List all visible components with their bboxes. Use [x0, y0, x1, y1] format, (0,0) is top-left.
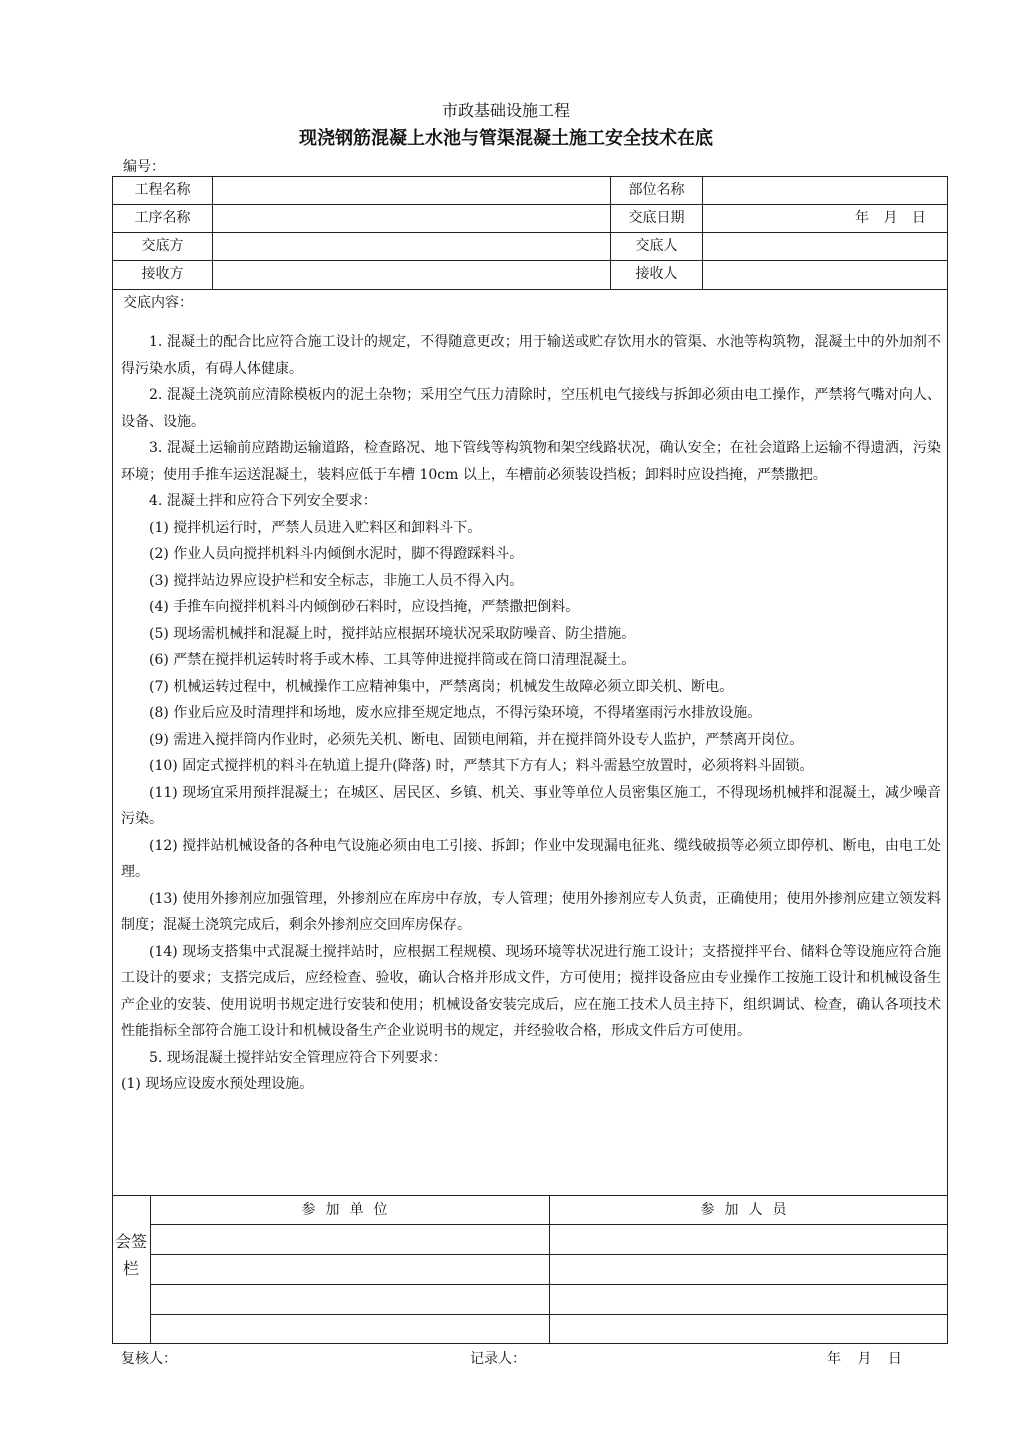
receiving-party-label: 接收方 — [141, 266, 184, 282]
signoff-row-divider — [150, 1314, 948, 1315]
handover-party-field[interactable] — [213, 232, 610, 260]
handover-person-label: 交底人 — [635, 238, 678, 254]
content-paragraph: 4. 混凝土拌和应符合下列安全要求： — [149, 493, 377, 509]
content-paragraph: (10) 固定式搅拌机的料斗在轨道上提升(降落) 时，严禁其下方有人；料斗需悬空放置时，必须将料斗固锁。 — [149, 758, 814, 774]
content-paragraph: (1) 搅拌机运行时，严禁人员进入贮料区和卸料斗下。 — [149, 519, 482, 536]
recorder-label: 记录人： — [470, 1351, 526, 1367]
content-paragraph: 2. 混凝土浇筑前应清除模板内的泥土杂物；采用空气压力清除时，空压机电气接线与拆卸必须由电工操作，严禁将气嘴对向人、设备、设施。 — [121, 387, 941, 430]
content-paragraph: (6) 严禁在搅拌机运转时将手或木棒、工具等伸进搅拌筒或在筒口清理混凝土。 — [149, 652, 636, 668]
footer-date: 年 月 日 — [827, 1351, 902, 1367]
content-paragraph: (8) 作业后应及时清理拌和场地，废水应排至规定地点，不得污染环境，不得堵塞雨污水排放设施。 — [149, 705, 762, 721]
handover-date-label: 交底日期 — [628, 210, 685, 226]
content-paragraph: (12) 搅拌站机械设备的各种电气设施必须由电工引接、拆卸；作业中发现漏电征兆、缆线破损等必须立即停机、断电，由电工处理。 — [121, 837, 941, 880]
content-paragraph: 1. 混凝土的配合比应符合施工设计的规定，不得随意更改；用于输送或贮存饮用水的管渠、水池等构筑物，混凝土中的外加剂不得污染水质，有碍人体健康。 — [121, 334, 941, 377]
project-name-field[interactable] — [213, 176, 610, 204]
part-name-label: 部位名称 — [628, 182, 685, 198]
handover-date-value[interactable]: 年 月 日 — [855, 210, 926, 226]
content-body — [121, 329, 941, 1098]
document-subtitle: 市政基础设施工程 — [441, 101, 570, 120]
content-paragraph: (11) 现场宜采用预拌混凝土；在城区、居民区、乡镇、机关、事业等单位人员密集区施工，不得现场机械拌和混凝土，减少噪音污染。 — [121, 784, 941, 827]
content-paragraph: (9) 需进入搅拌筒内作业时，必须先关机、断电、固锁电闸箱，并在搅拌筒外设专人监护，严禁离开岗位。 — [149, 731, 804, 748]
project-name-label: 工程名称 — [134, 182, 191, 198]
handover-person-field[interactable] — [703, 232, 947, 260]
document-title: 现浇钢筋混凝上水池与管渠混凝土施工安全技术在底 — [299, 128, 713, 149]
content-paragraph: 5. 现场混凝土搅拌站安全管理应符合下列要求： — [149, 1049, 447, 1066]
handover-party-label: 交底方 — [141, 238, 184, 254]
serial-number-label: 编号： — [123, 159, 165, 175]
signoff-row-divider — [150, 1254, 948, 1255]
content-paragraph: (14) 现场支搭集中式混凝土搅拌站时，应根据工程规模、现场环境等状况进行施工设计；支搭搅拌平台、储料仓等设施应符合施工设计的要求；支搭完成后，应经检查、验收，确认合格并形成文件，方可使用；搅拌设备应由专业操作工按施工设计和机械设备生产企业的安装、使用说明书规定进行安装和使用；机械设备安装完成后，应在施工技术人员主持下，组织调试、检查，确认各项技术性能指标全部符合施工设计和机械设备生产企业说明书的规定，并经验收合格，形成文件后方可使用。 — [121, 943, 941, 1039]
content-paragraph: 3. 混凝土运输前应踏勘运输道路，检查路况、地下管线等构筑物和架空线路状况，确认安全；在社会道路上运输不得遗洒，污染环境；使用手推车运送混凝土，装料应低于车槽 10cm 以上，车槽前必须装设挡板；卸料时应设挡掩，严禁撒把。 — [121, 440, 941, 483]
content-paragraph: (5) 现场需机械拌和混凝上时，搅拌站应根据环境状况采取防噪音、防尘措施。 — [149, 625, 636, 642]
content-paragraph: (3) 搅拌站边界应设护栏和安全标志，非施工人员不得入内。 — [149, 572, 524, 589]
reviewer-label: 复核人： — [121, 1351, 177, 1367]
process-name-label: 工序名称 — [134, 210, 191, 226]
signoff-row-divider — [150, 1224, 948, 1225]
process-name-field[interactable] — [213, 204, 610, 232]
signoff-side-label: 会签栏 — [114, 1232, 147, 1278]
receiving-person-label: 接收人 — [635, 266, 678, 282]
info-row-divider — [112, 289, 948, 290]
participating-units-header: 参加单位 — [301, 1202, 398, 1218]
receiving-person-field[interactable] — [703, 260, 947, 288]
content-paragraph: (13) 使用外掺剂应加强管理，外掺剂应在库房中存放，专人管理；使用外掺剂应专人负责，正确使用；使用外掺剂应建立领发料制度；混凝土浇筑完成后，剩余外掺剂应交回库房保存。 — [121, 890, 941, 933]
part-name-field[interactable] — [703, 176, 947, 204]
participants-header: 参加人员 — [700, 1202, 797, 1218]
signoff-row-divider — [150, 1284, 948, 1285]
receiving-party-field[interactable] — [213, 260, 610, 288]
content-paragraph: (7) 机械运转过程中，机械操作工应精神集中，严禁离岗；机械发生故障必须立即关机、断电。 — [149, 678, 734, 695]
content-paragraph: (2) 作业人员向搅拌机料斗内倾倒水泥时，脚不得蹬踩料斗。 — [149, 546, 524, 562]
content-paragraph: (4) 手推车向搅拌机料斗内倾倒砂石料时，应设挡掩，严禁撒把倒料。 — [149, 599, 580, 615]
content-label: 交底内容： — [123, 295, 193, 311]
content-paragraph: (1) 现场应设废水预处理设施。 — [121, 1076, 314, 1092]
